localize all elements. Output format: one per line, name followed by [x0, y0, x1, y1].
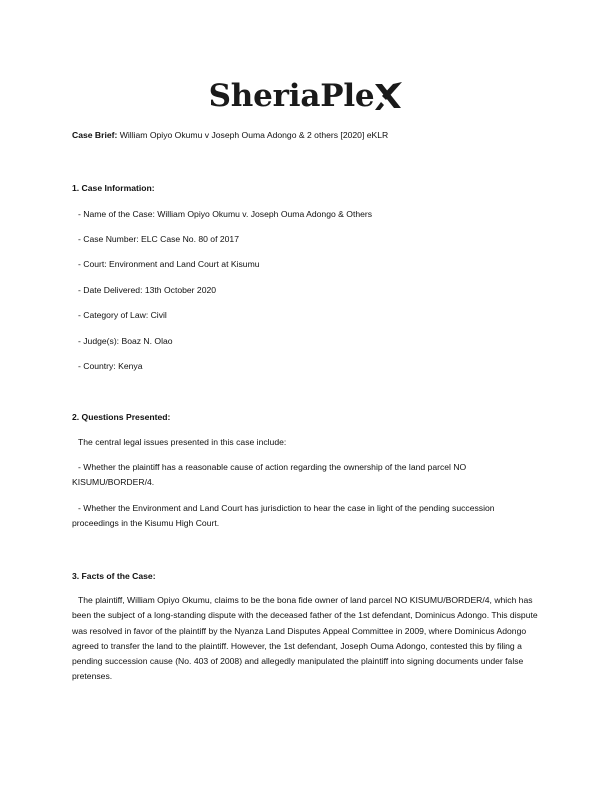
- case-brief-label: Case Brief:: [72, 130, 118, 140]
- case-info-item: - Category of Law: Civil: [78, 310, 167, 320]
- case-info-item: - Case Number: ELC Case No. 80 of 2017: [78, 234, 239, 244]
- logo-x-icon: [373, 81, 403, 111]
- case-info-item: - Country: Kenya: [78, 361, 143, 371]
- section-heading-case-information: 1. Case Information:: [72, 183, 155, 193]
- questions-intro: The central legal issues presented in this case include:: [78, 437, 287, 447]
- case-info-item: - Date Delivered: 13th October 2020: [78, 285, 217, 295]
- sheriaplex-logo: [0, 78, 612, 114]
- section-heading-facts: 3. Facts of the Case:: [72, 571, 156, 581]
- question-item: - Whether the plaintiff has a reasonable cause of action regarding the ownership of the land parcel NO KISUMU/BORDER/4.: [72, 462, 467, 488]
- case-info-item: - Judge(s): Boaz N. Olao: [78, 336, 173, 346]
- facts-paragraph: The plaintiff, William Opiyo Okumu, claims to be the bona fide owner of land parcel NO KISUMU/BORDER/4, which has been the subject of a long-standing dispute with the deceased father of the 1st defendant, Dominicus Adongo. This dispute was resolved in favor of the plaintiff by the Nyanza Land Disputes Appeal Committee in 2009, where Dominicus Adongo agreed to transfer the land to the plaintiff. However, the 1st defendant, Joseph Ouma Adongo, contested this by filing a pending succession cause (No. 403 of 2008) and allegedly manipulated the plaintiff into signing documents under false pretenses.: [72, 595, 538, 682]
- question-item: - Whether the Environment and Land Court has jurisdiction to hear the case in light of the pending succession proceedings in the Kisumu High Court.: [72, 503, 495, 529]
- case-info-item: - Court: Environment and Land Court at Kisumu: [78, 259, 260, 269]
- case-info-item: - Name of the Case: William Opiyo Okumu v. Joseph Ouma Adongo & Others: [78, 209, 373, 219]
- case-brief-line: [72, 130, 388, 140]
- logo-wordmark: SheriaPle: [208, 78, 375, 114]
- section-heading-questions: 2. Questions Presented:: [72, 412, 171, 422]
- case-brief-title: William Opiyo Okumu v Joseph Ouma Adongo & 2 others [2020] eKLR: [117, 130, 389, 140]
